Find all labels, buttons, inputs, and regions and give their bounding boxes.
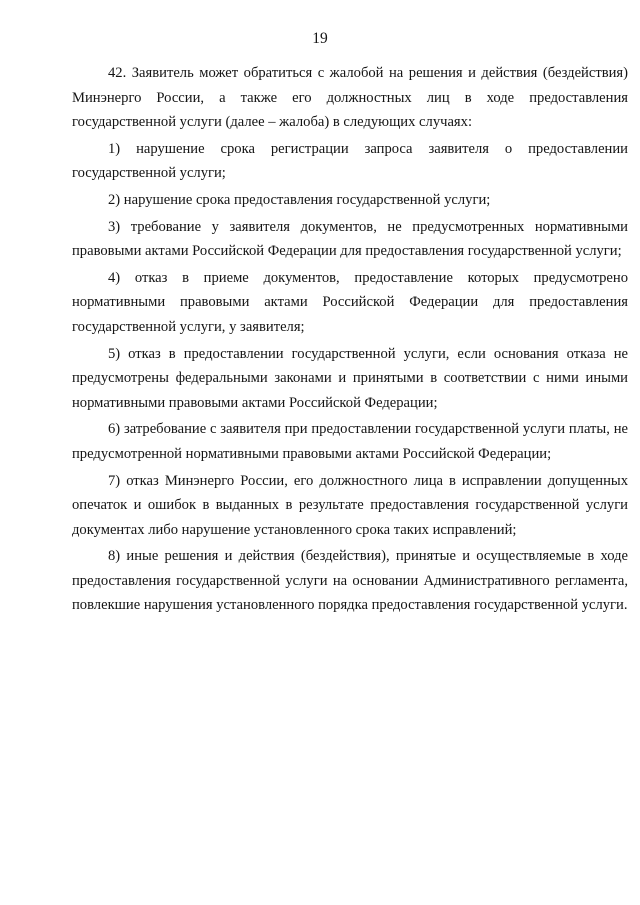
list-item-4: 4) отказ в приеме документов, предоставление которых предусмотрено нормативными правовыми актами Российской Федерации для предоставления государственной услуги, у заявителя; xyxy=(72,269,628,335)
list-item-1: 1) нарушение срока регистрации запроса заявителя о предоставлении государственной услуги; xyxy=(72,140,628,182)
list-item-7: 7) отказ Минэнерго России, его должностного лица в исправлении допущенных опечаток и ошибок в выданных в результате предоставления государственной услуги документах либо нарушение установленного срока таких исправлений; xyxy=(72,472,628,538)
list-item-2: 2) нарушение срока предоставления государственной услуги; xyxy=(108,191,491,208)
list-item-5: 5) отказ в предоставлении государственной услуги, если основания отказа не предусмотрены федеральными законами и принятыми в соответствии с ними иными нормативными правовыми актами Российской Федерации; xyxy=(72,345,628,411)
document-body xyxy=(72,61,628,620)
list-item-8: 8) иные решения и действия (бездействия), принятые и осуществляемые в ходе предоставления государственной услуги на основании Административного регламента, повлекшие нарушения установленного порядка предоставления государственной услуги. xyxy=(72,548,628,614)
list-item-6: 6) затребование с заявителя при предоставлении государственной услуги платы, не предусмотренной нормативными правовыми актами Российской Федерации; xyxy=(72,421,628,462)
page-number: 19 xyxy=(312,30,328,47)
list-item-3: 3) требование у заявителя документов, не предусмотренных нормативными правовыми актами Российской Федерации для предоставления государственной услуги; xyxy=(72,218,628,260)
paragraph-42-intro: 42. Заявитель может обратиться с жалобой на решения и действия (бездействия) Минэнерго России, а также его должностных лиц в ходе предоставления государственной услуги (далее – жалоба) в следующих случаях: xyxy=(72,65,628,131)
